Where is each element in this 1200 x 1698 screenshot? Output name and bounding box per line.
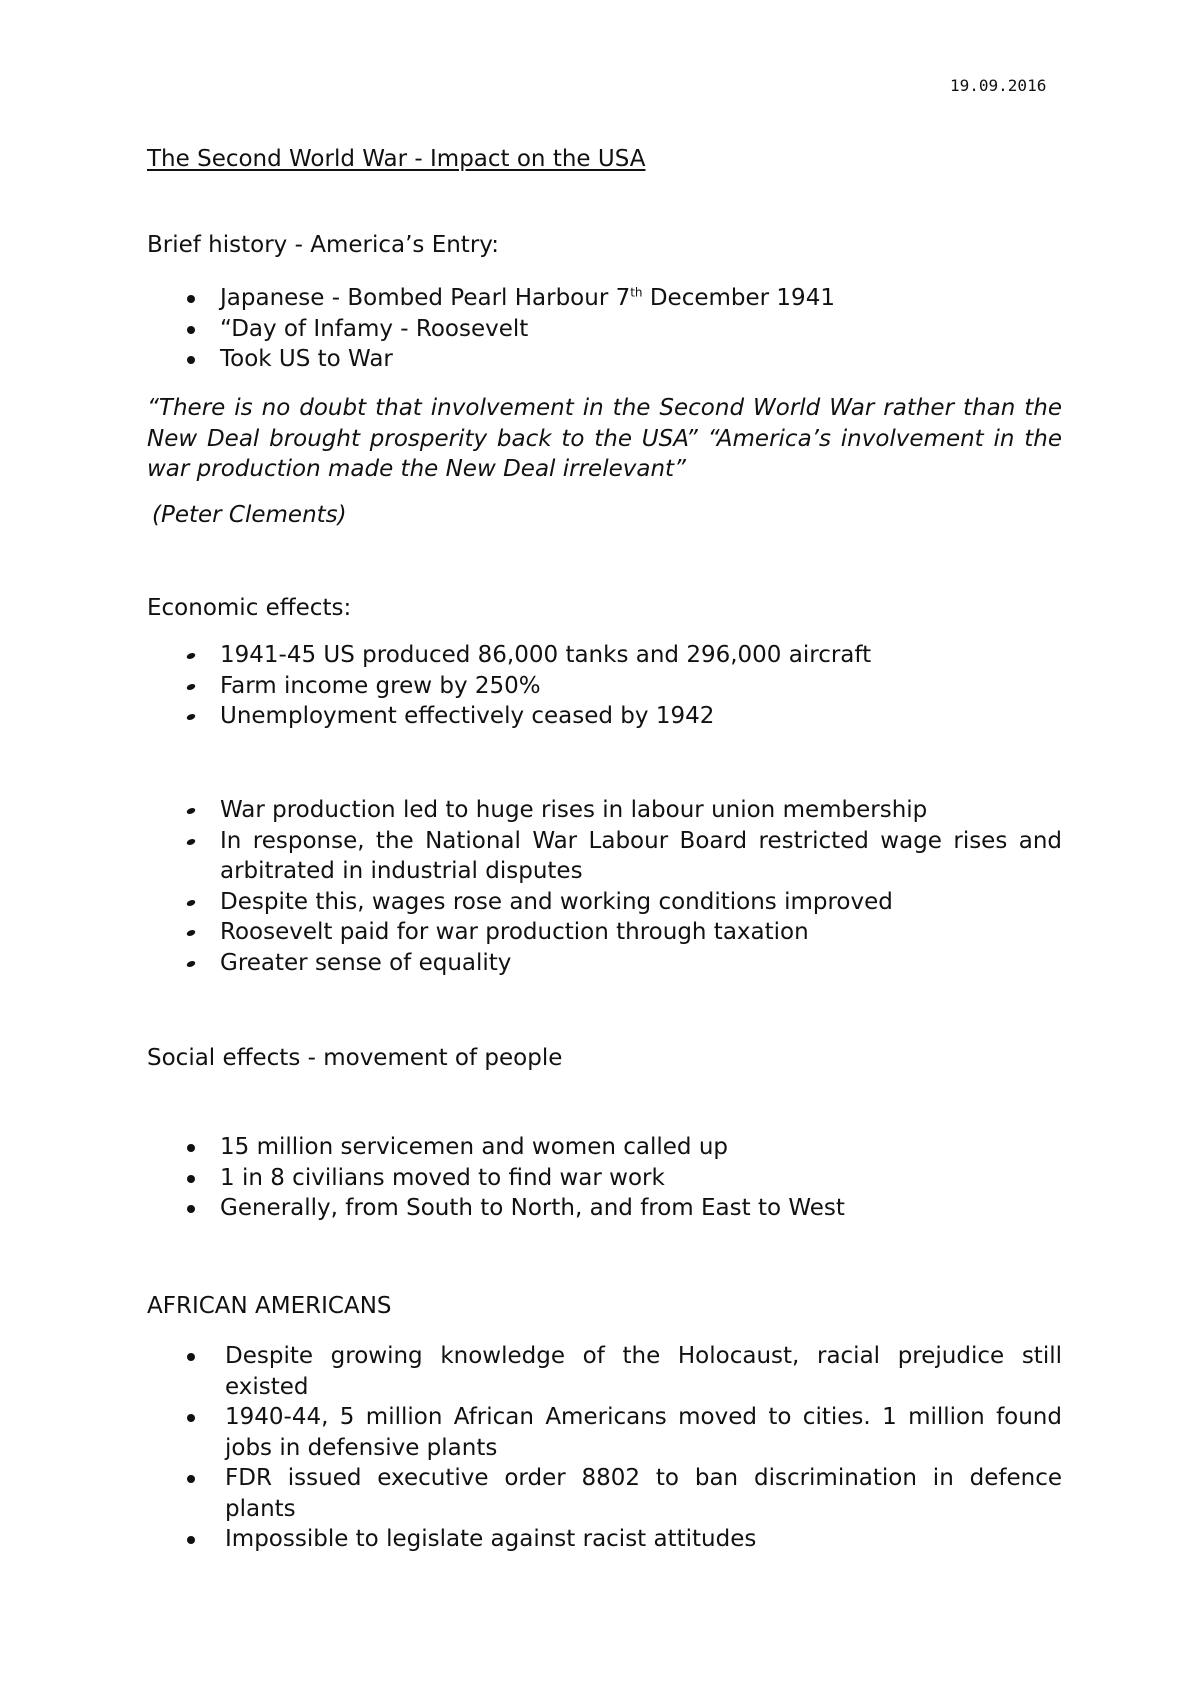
- list-item: [147, 1341, 1062, 1402]
- list-item: [147, 344, 1062, 375]
- entry-list: [147, 283, 1062, 375]
- african-list: [147, 1341, 1062, 1555]
- bullet-icon: [186, 961, 197, 967]
- list-item: [147, 917, 1062, 948]
- list-item: [147, 1402, 1062, 1463]
- bullet-icon: [186, 930, 197, 936]
- bullet-icon: [187, 1144, 195, 1152]
- list-item: [147, 640, 1062, 671]
- african-heading: AFRICAN AMERICANS: [147, 1293, 392, 1319]
- bullet-icon: [187, 1353, 195, 1361]
- list-item-text: Roosevelt paid for war production through taxation: [220, 919, 809, 945]
- list-item-text: 15 million servicemen and women called up: [220, 1134, 728, 1160]
- list-item: [147, 795, 1062, 826]
- bullet-icon: [187, 1475, 195, 1483]
- superscript: th: [630, 285, 643, 300]
- list-item: [147, 1524, 1062, 1555]
- list-item: [147, 826, 1062, 887]
- bullet-icon: [186, 900, 197, 906]
- list-item: [147, 948, 1062, 979]
- bullet-icon: [186, 684, 197, 690]
- list-item: [147, 1163, 1062, 1194]
- list-item: [147, 701, 1062, 732]
- bullet-icon: [187, 326, 195, 334]
- list-item-text: Unemployment effectively ceased by 1942: [220, 703, 715, 729]
- bullet-icon: [187, 356, 195, 364]
- list-item-text: 1 in 8 civilians moved to find war work: [220, 1164, 665, 1191]
- economic-heading: Economic effects:: [147, 595, 352, 621]
- bullet-icon: [187, 1536, 195, 1544]
- bullet-icon: [186, 714, 197, 720]
- bullet-icon: [187, 1205, 195, 1213]
- list-item-text: Impossible to legislate against racist attitudes: [225, 1526, 757, 1552]
- list-item-text: Took US to War: [220, 346, 393, 372]
- list-item: [147, 314, 1062, 345]
- list-item: [147, 1132, 1062, 1163]
- economic-list: [147, 640, 1062, 732]
- quote-text: “There is no doubt that involvement in the Second World War rather than the New Deal brought prosperity back to the USA” “America’s involvement in the war production made the New Deal irrelevant”: [147, 395, 1062, 482]
- list-item: [147, 1463, 1062, 1524]
- bullet-icon: [187, 295, 195, 303]
- list-item-text: In response, the National War Labour Board restricted wage rises and arbitrated in industrial disputes: [220, 827, 1062, 884]
- bullet-icon: [186, 653, 197, 659]
- list-item-text: War production led to huge rises in labour union membership: [220, 797, 928, 823]
- list-item-text: Greater sense of equality: [220, 949, 512, 976]
- bullet-icon: [186, 839, 197, 845]
- list-item-text: Farm income grew by 250%: [220, 672, 541, 699]
- list-item-text: Despite this, wages rose and working conditions improved: [220, 888, 893, 915]
- social-heading: Social effects - movement of people: [147, 1045, 563, 1071]
- page-title: The Second World War - Impact on the USA: [147, 146, 646, 172]
- quote-attribution: (Peter Clements): [152, 502, 347, 528]
- list-item: [147, 887, 1062, 918]
- document-date: 19.09.2016: [950, 76, 1047, 95]
- bullet-icon: [186, 808, 197, 814]
- economic-list-2: [147, 795, 1062, 978]
- list-item-text: Japanese - Bombed Pearl Harbour 7: [220, 285, 631, 311]
- list-item: [147, 1193, 1062, 1224]
- bullet-icon: [187, 1414, 195, 1422]
- social-list: [147, 1132, 1062, 1224]
- list-item-text: 1940-44, 5 million African Americans moved to cities. 1 million found jobs in defensive plants: [225, 1404, 1062, 1461]
- entry-heading: Brief history - America’s Entry:: [147, 232, 499, 258]
- list-item-text: FDR issued executive order 8802 to ban discrimination in defence plants: [225, 1465, 1062, 1522]
- list-item: [147, 283, 1062, 314]
- list-item-text: 1941-45 US produced 86,000 tanks and 296,000 aircraft: [220, 642, 872, 668]
- list-item: [147, 671, 1062, 702]
- bullet-icon: [187, 1175, 195, 1183]
- list-item-text: “Day of Infamy - Roosevelt: [220, 315, 529, 342]
- list-item-text: Despite growing knowledge of the Holocaust, racial prejudice still existed: [225, 1343, 1062, 1400]
- list-item-text: Generally, from South to North, and from East to West: [220, 1195, 845, 1221]
- list-item-text: December 1941: [642, 285, 835, 311]
